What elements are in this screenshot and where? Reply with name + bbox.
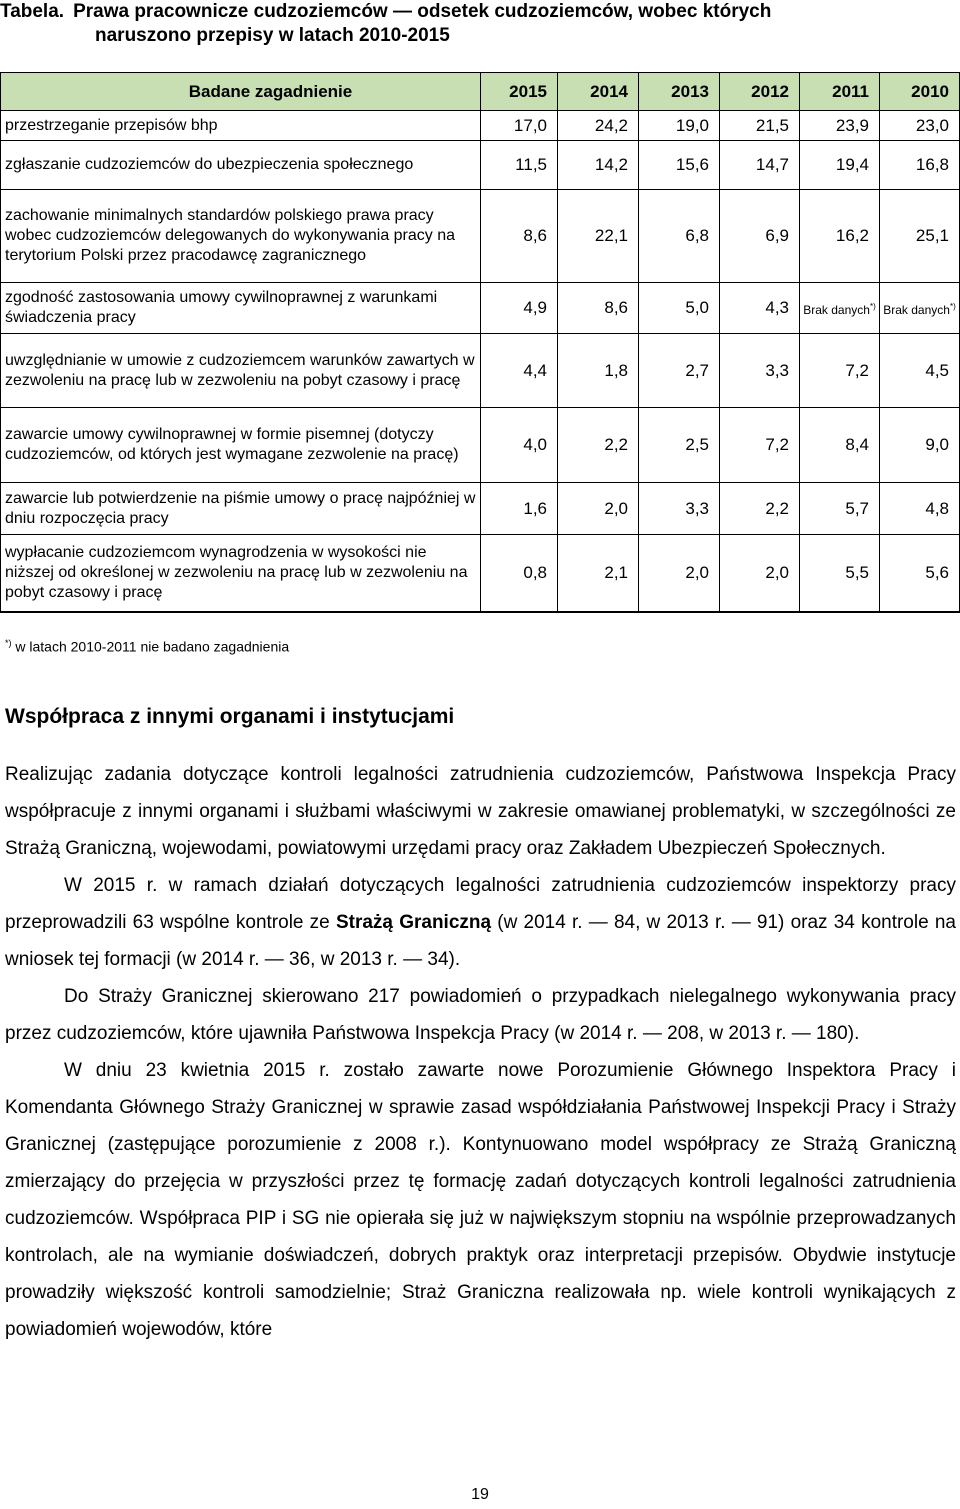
- no-data-cell: [800, 283, 880, 334]
- row-value: 23,9: [800, 111, 880, 141]
- row-value: 4,5: [880, 334, 960, 408]
- header-year-2011: 2011: [800, 73, 880, 111]
- paragraph-2: [5, 867, 956, 978]
- row-value: 11,5: [481, 141, 558, 190]
- row-topic: zgodność zastosowania umowy cywilnoprawnej z warunkami świadczenia pracy: [1, 283, 481, 334]
- row-value: 19,4: [800, 141, 880, 190]
- table-row: [1, 141, 960, 190]
- no-data-text: Brak danych: [803, 302, 870, 317]
- row-value: 22,1: [558, 190, 639, 283]
- row-value: 2,1: [558, 535, 639, 612]
- table-header-row: [1, 73, 960, 111]
- row-topic: zawarcie umowy cywilnoprawnej w formie pisemnej (dotyczy cudzoziemców, od których jest wymagane zezwolenie na pracę): [1, 408, 481, 483]
- no-data-text: Brak danych: [883, 302, 950, 317]
- row-value: 9,0: [880, 408, 960, 483]
- row-value: 4,4: [481, 334, 558, 408]
- row-value: 16,2: [800, 190, 880, 283]
- no-data-marker: *): [869, 301, 876, 311]
- table-row: [1, 283, 960, 334]
- row-value: 8,4: [800, 408, 880, 483]
- table-row: [1, 334, 960, 408]
- header-year-2012: 2012: [720, 73, 800, 111]
- row-value: 2,7: [639, 334, 720, 408]
- row-value: 8,6: [558, 283, 639, 334]
- row-value: 6,9: [720, 190, 800, 283]
- header-topic: Badane zagadnienie: [1, 73, 481, 111]
- row-topic: przestrzeganie przepisów bhp: [1, 111, 481, 141]
- table-row: [1, 408, 960, 483]
- row-value: 17,0: [481, 111, 558, 141]
- row-value: 5,6: [880, 535, 960, 612]
- row-topic: wypłacanie cudzoziemcom wynagrodzenia w wysokości nie niższej od określonej w zezwoleniu na pracę lub w zezwoleniu na pobyt czasowy i pracę: [1, 535, 481, 612]
- table-label: Tabela.: [0, 1, 65, 22]
- section-heading: Współpraca z innymi organami i instytucjami: [5, 705, 455, 728]
- row-value: 3,3: [639, 483, 720, 535]
- row-topic: uwzględnianie w umowie z cudzoziemcem warunków zawartych w zezwoleniu na pracę lub w zezwoleniu na pobyt czasowy i pracę: [1, 334, 481, 408]
- table-row: [1, 535, 960, 612]
- paragraph-2-end: (w 2014 r. — 84, w 2013 r. — 91) oraz 34 kontrole na wniosek tej formacji (w 2014 r. — 36, w 2013 r. — 34).: [5, 912, 957, 970]
- row-value: 7,2: [720, 408, 800, 483]
- row-value: 5,7: [800, 483, 880, 535]
- row-value: 5,0: [639, 283, 720, 334]
- header-year-2010: 2010: [880, 73, 960, 111]
- header-year-2013: 2013: [639, 73, 720, 111]
- table-title: [0, 0, 960, 48]
- row-topic: zgłaszanie cudzoziemców do ubezpieczenia społecznego: [1, 141, 481, 190]
- row-value: 1,8: [558, 334, 639, 408]
- row-value: 2,5: [639, 408, 720, 483]
- row-value: 25,1: [880, 190, 960, 283]
- row-value: 2,0: [720, 535, 800, 612]
- row-value: 14,7: [720, 141, 800, 190]
- row-value: 4,3: [720, 283, 800, 334]
- violations-table: [0, 72, 960, 613]
- row-value: 2,2: [558, 408, 639, 483]
- row-value: 3,3: [720, 334, 800, 408]
- footnote-text: w latach 2010-2011 nie badano zagadnienia: [15, 638, 290, 655]
- table-row: [1, 483, 960, 535]
- row-value: 2,0: [558, 483, 639, 535]
- row-value: 4,9: [481, 283, 558, 334]
- row-topic: zawarcie lub potwierdzenie na piśmie umowy o pracę najpóźniej w dniu rozpoczęcia pracy: [1, 483, 481, 535]
- paragraph-1: Realizując zadania dotyczące kontroli legalności zatrudnienia cudzoziemców, Państwowa Inspekcja Pracy współpracuje z innymi organami i służbami właściwymi w zakresie omawianej problematyki, w szczególności ze Strażą Graniczną, wojewodami, powiatowymi urzędami pracy oraz Zakładem Ubezpieczeń Społecznych.: [5, 764, 956, 859]
- row-value: 16,8: [880, 141, 960, 190]
- row-value: 14,2: [558, 141, 639, 190]
- table-row: [1, 111, 960, 141]
- row-value: 8,6: [481, 190, 558, 283]
- title-line-1: Prawa pracownicze cudzoziemców — odsetek cudzoziemców, wobec których: [73, 1, 772, 22]
- paragraph-2-emphasis: Strażą Graniczną: [335, 912, 492, 933]
- no-data-cell: [880, 283, 960, 334]
- row-value: 5,5: [800, 535, 880, 612]
- row-value: 1,6: [481, 483, 558, 535]
- row-value: 0,8: [481, 535, 558, 612]
- header-year-2015: 2015: [481, 73, 558, 111]
- row-value: 24,2: [558, 111, 639, 141]
- footnote-marker: *): [5, 638, 12, 648]
- page-number: 19: [471, 1486, 489, 1503]
- row-value: 7,2: [800, 334, 880, 408]
- table-row: [1, 190, 960, 283]
- title-line-2: naruszono przepisy w latach 2010-2015: [95, 25, 450, 46]
- row-topic: zachowanie minimalnych standardów polskiego prawa pracy wobec cudzoziemców delegowanych do wykonywania pracy na terytorium Polski przez pracodawcę zagranicznego: [1, 190, 481, 283]
- row-value: 6,8: [639, 190, 720, 283]
- row-value: 4,8: [880, 483, 960, 535]
- no-data-marker: *): [949, 301, 956, 311]
- paragraph-4: W dniu 23 kwietnia 2015 r. zostało zawarte nowe Porozumienie Głównego Inspektora Pracy i Komendanta Głównego Straży Granicznej w sprawie zasad współdziałania Państwowej Inspekcji Pracy i Straży Granicznej (zastępujące porozumienie z 2008 r.). Kontynuowano model współpracy ze Strażą Graniczną zmierzający do przejęcia w przyszłości przez tę formację zadań dotyczących kontroli legalności zatrudnienia cudzoziemców. Współpraca PIP i SG nie opierała się już w największym stopniu na wspólnie przeprowadzanych kontrolach, ale na wymianie doświadczeń, dobrych praktyk oraz interpretacji przepisów. Obydwie instytucje prowadziły większość kontroli samodzielnie; Straż Graniczna realizowała np. wiele kontroli wynikających z powiadomień wojewodów, które: [5, 1060, 956, 1340]
- row-value: 2,2: [720, 483, 800, 535]
- row-value: 4,0: [481, 408, 558, 483]
- table-footnote: [5, 638, 289, 655]
- row-value: 23,0: [880, 111, 960, 141]
- paragraph-2-start: W 2015 r. w ramach działań dotyczących legalności zatrudnienia cudzoziemców inspektorzy pracy przeprowadzili 63 wspólne kontrole ze: [5, 875, 956, 933]
- row-value: 15,6: [639, 141, 720, 190]
- paragraph-3: Do Straży Granicznej skierowano 217 powiadomień o przypadkach nielegalnego wykonywania pracy przez cudzoziemców, które ujawniła Państwowa Inspekcja Pracy (w 2014 r. — 208, w 2013 r. — 180).: [5, 986, 956, 1044]
- section-body: [5, 756, 956, 1348]
- header-year-2014: 2014: [558, 73, 639, 111]
- row-value: 2,0: [639, 535, 720, 612]
- row-value: 19,0: [639, 111, 720, 141]
- row-value: 21,5: [720, 111, 800, 141]
